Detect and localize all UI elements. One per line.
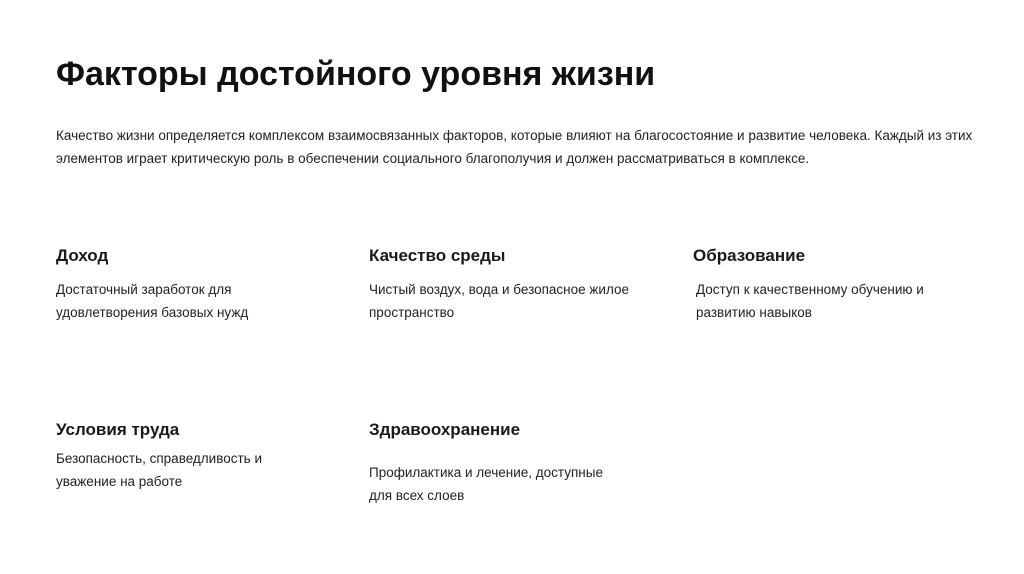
factor-description: Чистый воздух, вода и безопасное жилое пространство: [369, 282, 630, 320]
factor-card-environment: [369, 245, 669, 324]
factor-title: Образование: [693, 246, 806, 265]
factor-title: Качество среды: [369, 246, 506, 265]
page-title: Факторы достойного уровня жизни: [56, 55, 656, 93]
factor-card-healthcare: [369, 419, 669, 507]
factor-card-income: [56, 245, 356, 324]
factor-description: Достаточный заработок для удовлетворения базовых нужд: [56, 282, 249, 320]
factor-description: Доступ к качественному обучению и развитию навыков: [696, 282, 924, 320]
factor-description: Безопасность, справедливость и уважение на работе: [56, 451, 263, 489]
factor-description: Профилактика и лечение, доступные для всех слоев: [369, 465, 603, 503]
factor-title: Здравоохранение: [369, 420, 521, 439]
factor-title: Условия труда: [56, 420, 180, 439]
factor-card-education: [693, 245, 993, 324]
factor-title: Доход: [56, 246, 109, 265]
factor-card-working-conditions: [56, 419, 356, 493]
intro-paragraph: Качество жизни определяется комплексом взаимосвязанных факторов, которые влияют на благосостояние и развитие человека. Каждый из этих элементов играет критическую роль в обеспечении социального благополучия и должен рассматриваться в комплексе.: [56, 128, 973, 166]
